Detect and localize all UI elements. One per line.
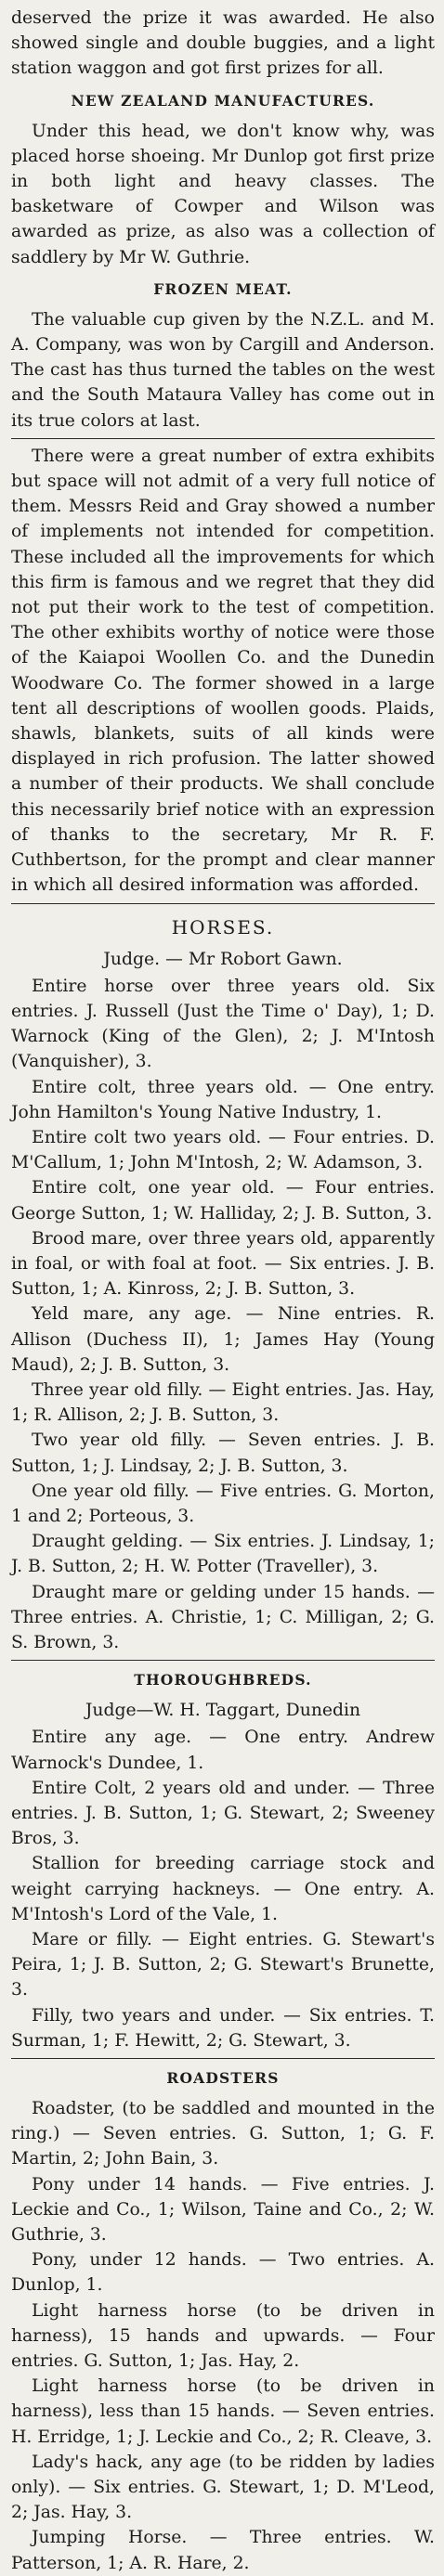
horse-entry: Brood mare, over three years old, apparently in foal, or with foal at foot. — Six entries. J. B. Sutton, 1; A. Kinross, 2; J. B. Sutton, 3. — [11, 1228, 435, 1300]
horse-entry: Entire colt, one year old. — Four entries. George Sutton, 1; W. Halliday, 2; J. B. Sutton, 3. — [11, 1178, 435, 1223]
horse-entry: Draught gelding. — Six entries. J. Lindsay, 1; J. B. Sutton, 2; H. W. Potter (Traveller), 3. — [11, 1532, 435, 1577]
section-heading-roadsters: ROADSTERS — [166, 2069, 280, 2088]
thoroughbred-entry: Filly, two years and under. — Six entries. T. Surman, 1; F. Hewitt, 2; G. Stewart, 3. — [11, 2005, 435, 2051]
horse-entry: Two year old filly. — Seven entries. J. B. Sutton, 1; J. Lindsay, 2; J. B. Sutton, 3. — [11, 1430, 435, 1476]
horse-entry: Entire colt, three years old. — One entry. John Hamilton's Young Native Industry, 1. — [11, 1077, 435, 1122]
frozen-meat-paragraph: The valuable cup given by the N.Z.L. and M. A. Company, was won by Cargill and Anderson. The cast has thus turned the tables on the west and the South Mataura Valley has come out in its true colors at last. — [11, 309, 435, 431]
thoroughbred-entry: Stallion for breeding carriage stock and weight carrying hackneys. — One entry. A. M'Intosh's Lord of the Vale, 1. — [11, 1854, 435, 1924]
section-heading-nz-manufactures: NEW ZEALAND MANUFACTURES. — [71, 91, 375, 110]
extra-exhibits-paragraph: There were a great number of extra exhibits but space will not admit of a very full notice of them. Messrs Reid and Gray showed a number of implements not intended for competition. These included all the improvements for which this firm is famous and we regret that they did not put their work to the test of competition. The other exhibits worthy of notice were those of the Kaiapoi Woollen Co. and the Dunedin Woodware Co. The former showed in a large tent all descriptions of woollen goods. Plaids, shawls, blankets, suits of all kinds were displayed in rich profusion. The latter showed a number of their products. We shall conclude this necessarily brief notice with an expression of thanks to the secretary, Mr R. F. Cuthbertson, for the prompt and clear manner in which all desired information was afforded. — [11, 446, 435, 896]
intro-paragraph: deserved the prize it was awarded. He also showed single and double buggies, and a light station waggon and got first prizes for all. — [11, 8, 435, 79]
horses-judge: Judge. — Mr Robort Gawn. — [103, 949, 343, 969]
horse-entry: Entire colt two years old. — Four entries. D. M'Callum, 1; John M'Intosh, 2; W. Adamson, 3. — [11, 1127, 435, 1173]
roadster-entry: Light harness horse (to be driven in harness), less than 15 hands. — Seven entries. H. Erridge, 1; J. Leckie and Co., 2; R. Cleave, 3. — [11, 2376, 435, 2447]
roadster-entry: Pony under 14 hands. — Five entries. J. Leckie and Co., 1; Wilson, Taine and Co., 2; W. Guthrie, 3. — [11, 2174, 435, 2246]
thoroughbreds-judge: Judge—W. H. Taggart, Dunedin — [85, 1701, 361, 1721]
section-heading-horses: HORSES. — [171, 915, 275, 938]
divider-rule — [11, 2058, 435, 2059]
horse-entry: Entire horse over three years old. Six entries. J. Russell (Just the Time o' Day), 1; D. Warnock (King of the Glen), 2; J. M'Intosh (Vanquisher), 3. — [11, 976, 435, 1072]
roadster-entry: Jumping Horse. — Three entries. W. Patterson, 1; A. R. Hare, 2. — [11, 2528, 435, 2573]
divider-rule — [11, 1660, 435, 1661]
roadster-entry: Light harness horse (to be driven in harness), 15 hands and upwards. — Four entries. G. Sutton, 1; Jas. Hay, 2. — [11, 2300, 435, 2372]
section-heading-frozen-meat: FROZEN MEAT. — [153, 279, 293, 298]
horse-entry: Three year old filly. — Eight entries. Jas. Hay, 1; R. Allison, 2; J. B. Sutton, 3. — [11, 1379, 435, 1426]
horse-entry: Draught mare or gelding under 15 hands. — Three entries. A. Christie, 1; C. Milligan, 2; G. S. Brown, 3. — [11, 1582, 435, 1652]
thoroughbred-entry: Entire any age. — One entry. Andrew Warnock's Dundee, 1. — [11, 1728, 435, 1773]
thoroughbred-entry: Mare or filly. — Eight entries. G. Stewart's Peira, 1; J. B. Sutton, 2; G. Stewart's Brunette, 3. — [11, 1930, 435, 2000]
nz-manufactures-paragraph: Under this head, we don't know why, was placed horse shoeing. Mr Dunlop got first prize in both light and heavy classes. The basketware of Cowper and Wilson was awarded as prize, as also was a collection of saddlery by Mr W. Guthrie. — [11, 121, 435, 267]
horse-entry: One year old filly. — Five entries. G. Morton, 1 and 2; Porteous, 3. — [11, 1481, 435, 1526]
roadster-entry: Roadster, (to be saddled and mounted in the ring.) — Seven entries. G. Sutton, 1; G. F. Martin, 2; John Bain, 3. — [11, 2099, 435, 2169]
section-heading-thoroughbreds: THOROUGHBREDS. — [134, 1671, 312, 1689]
divider-rule — [11, 438, 435, 439]
divider-rule — [11, 903, 435, 904]
horse-entry: Yeld mare, any age. — Nine entries. R. Allison (Duchess II), 1; James Hay (Young Maud), 2; J. B. Sutton, 3. — [11, 1304, 435, 1375]
roadster-entry: Pony, under 12 hands. — Two entries. A. Dunlop, 1. — [11, 2250, 435, 2296]
roadster-entry: Lady's hack, any age (to be ridden by ladies only). — Six entries. G. Stewart, 1; D. M'Leod, 2; Jas. Hay, 3. — [11, 2452, 435, 2523]
thoroughbred-entry: Entire Colt, 2 years old and under. — Three entries. J. B. Sutton, 1; G. Stewart, 2; Sweeney Bros, 3. — [11, 1778, 435, 1849]
